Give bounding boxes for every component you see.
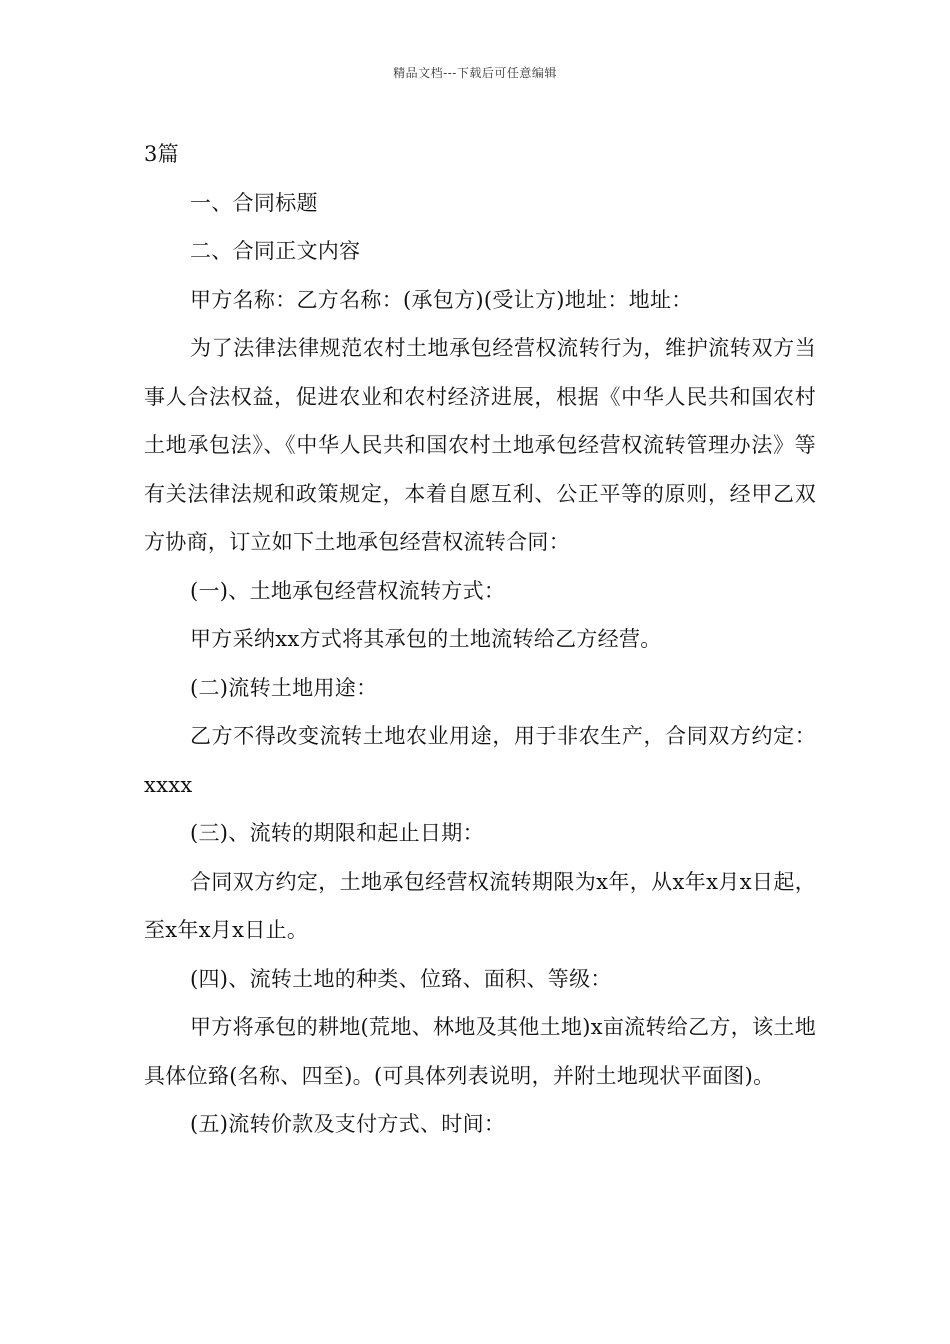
paragraph: (三)、流转的期限和起止日期： xyxy=(190,821,484,845)
paragraph: 为了法律法律规范农村土地承包经营权流转行为，维护流转双方当事人合法权益，促进农业和农村经济进展，根据《中华人民共和国农村土地承包法》、《中华人民共和国农村土地承包经营权流转管理办法》等有关法律法规和政策规定，本着自愿互利、公正平等的原则，经甲乙双方协商，订立如下土地承包经营权流转合同： xyxy=(144,336,816,554)
document-body xyxy=(144,130,816,1149)
paragraph: (二)流转土地用途： xyxy=(190,675,378,700)
paragraph: 3篇 xyxy=(144,142,179,166)
page-header: 精品文档---下载后可任意编辑 xyxy=(393,66,557,80)
paragraph: 二、合同正文内容 xyxy=(190,239,361,263)
paragraph: (四)、流转土地的种类、位臵、面积、等级： xyxy=(190,966,612,991)
paragraph: (一)、土地承包经营权流转方式： xyxy=(190,578,506,603)
paragraph: 一、合同标题 xyxy=(190,190,318,215)
paragraph: (五)流转价款及支付方式、时间： xyxy=(190,1112,506,1136)
paragraph: 甲方采纳xx方式将其承包的土地流转给乙方经营。 xyxy=(190,627,662,651)
paragraph: 甲方名称：乙方名称：(承包方)(受让方)地址：地址： xyxy=(190,287,693,312)
paragraph: 甲方将承包的耕地(荒地、林地及其他土地)x亩流转给乙方，该土地具体位臵(名称、四至)。(可具体列表说明，并附土地现状平面图)。 xyxy=(144,1015,816,1088)
paragraph: 合同双方约定，土地承包经营权流转期限为x年，从x年x月x日起，至x年x月x日止。 xyxy=(144,869,816,942)
paragraph: 乙方不得改变流转土地农业用途，用于非农生产，合同双方约定：xxxx xyxy=(144,724,816,797)
